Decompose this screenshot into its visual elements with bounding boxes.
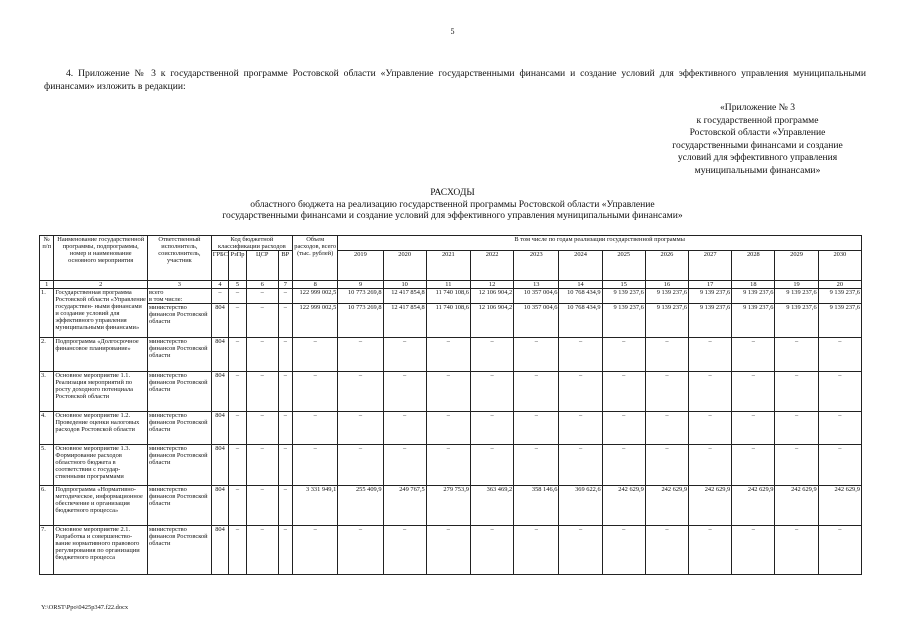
- header-volume: Объем расходов, всего (тыс. рублей): [293, 236, 338, 281]
- value-cell: –: [645, 338, 688, 372]
- appendix-line: к государственной программе: [696, 114, 819, 126]
- value-cell: –: [732, 412, 775, 445]
- value-cell: –: [293, 526, 338, 575]
- code-cell: –: [229, 372, 246, 412]
- header-year: 2020: [383, 251, 426, 281]
- column-number: 20: [818, 281, 861, 289]
- header-year: 2024: [559, 251, 602, 281]
- value-cell: –: [645, 445, 688, 486]
- row-name: Основное мероприятие 1.3. Формирование расходов областного бюджета в соответствии с государ- ственными программами: [54, 445, 148, 486]
- value-cell: 12 417 854,8: [383, 304, 426, 338]
- column-number: 5: [229, 281, 246, 289]
- row-executor: [148, 289, 212, 304]
- appendix-block: [650, 102, 865, 177]
- code-cell: –: [246, 338, 278, 372]
- value-cell: –: [818, 372, 861, 412]
- table-title: [0, 187, 905, 222]
- value-cell: 11 740 108,6: [426, 289, 470, 304]
- title-line: областного бюджета на реализацию государственной программы Ростовской области «Управление: [250, 198, 655, 210]
- row-name: Основное мероприятие 1.2. Проведение оценки налоговых расходов Ростовской области: [54, 412, 148, 445]
- value-cell: –: [732, 338, 775, 372]
- value-cell: –: [818, 445, 861, 486]
- code-cell: 804: [211, 372, 228, 412]
- code-cell: –: [229, 486, 246, 526]
- expenses-table: [39, 235, 862, 575]
- value-cell: –: [559, 526, 602, 575]
- value-cell: –: [338, 445, 383, 486]
- value-cell: –: [602, 445, 645, 486]
- header-rzpr: РзПр: [229, 251, 246, 281]
- table-row: [40, 338, 862, 372]
- code-cell: –: [246, 445, 278, 486]
- value-cell: –: [338, 338, 383, 372]
- value-cell: 363 469,2: [470, 486, 513, 526]
- value-cell: –: [293, 338, 338, 372]
- table-row: [40, 412, 862, 445]
- row-executor: министерство финансов Ростовской области: [148, 412, 212, 445]
- value-cell: –: [645, 412, 688, 445]
- value-cell: –: [470, 445, 513, 486]
- value-cell: 9 139 237,6: [602, 304, 645, 338]
- value-cell: –: [338, 526, 383, 575]
- value-cell: 9 139 237,6: [645, 304, 688, 338]
- value-cell: –: [426, 372, 470, 412]
- value-cell: –: [514, 338, 559, 372]
- column-number: 8: [293, 281, 338, 289]
- value-cell: 9 139 237,6: [775, 289, 818, 304]
- row-executor: министерство финансов Ростовской области: [148, 445, 212, 486]
- code-cell: –: [229, 304, 246, 338]
- value-cell: –: [559, 445, 602, 486]
- code-cell: –: [278, 445, 292, 486]
- column-number: 10: [383, 281, 426, 289]
- row-executor: министерство финансов Ростовской области: [148, 526, 212, 575]
- table-row: [40, 445, 862, 486]
- value-cell: –: [470, 412, 513, 445]
- value-cell: 9 139 237,6: [689, 304, 732, 338]
- column-number: 12: [470, 281, 513, 289]
- value-cell: 9 139 237,6: [732, 304, 775, 338]
- header-year: 2026: [645, 251, 688, 281]
- row-num: 2.: [40, 338, 54, 372]
- value-cell: –: [383, 338, 426, 372]
- header-code-group: Код бюджетной классификации расходов: [211, 236, 292, 251]
- value-cell: 10 768 434,9: [559, 304, 602, 338]
- column-number: 16: [645, 281, 688, 289]
- row-name: Подпрограмма «Долгосрочное финансовое планирование»: [54, 338, 148, 372]
- value-cell: –: [689, 372, 732, 412]
- file-path-footer: Y:\ORST\Ppo\0425p347.f22.docx: [41, 604, 129, 611]
- value-cell: 242 629,9: [775, 486, 818, 526]
- value-cell: –: [645, 372, 688, 412]
- row-name: Государственная программа Ростовской области «Управление государствен- ными финансами и создание условий для эффективного управления муниципальными финансами»: [54, 289, 148, 338]
- executor-text: всего: [149, 289, 164, 296]
- header-year: 2021: [426, 251, 470, 281]
- value-cell: –: [775, 412, 818, 445]
- code-cell: 804: [211, 486, 228, 526]
- value-cell: 242 629,9: [818, 486, 861, 526]
- value-cell: 3 331 949,1: [293, 486, 338, 526]
- row-num: 1.: [40, 289, 54, 338]
- page-number: 5: [450, 27, 455, 36]
- row-executor: министерство финансов Ростовской области: [148, 338, 212, 372]
- value-cell: 242 629,9: [689, 486, 732, 526]
- value-cell: –: [732, 372, 775, 412]
- code-cell: –: [211, 289, 228, 304]
- table-row: [40, 289, 862, 304]
- value-cell: 122 999 002,5: [293, 289, 338, 304]
- header-year: 2025: [602, 251, 645, 281]
- value-cell: 242 629,9: [645, 486, 688, 526]
- value-cell: –: [602, 372, 645, 412]
- value-cell: –: [383, 372, 426, 412]
- column-number: 3: [148, 281, 212, 289]
- code-cell: –: [229, 338, 246, 372]
- row-num: 3.: [40, 372, 54, 412]
- code-cell: –: [278, 526, 292, 575]
- value-cell: –: [383, 526, 426, 575]
- value-cell: –: [602, 338, 645, 372]
- value-cell: 9 139 237,6: [645, 289, 688, 304]
- column-number: 13: [514, 281, 559, 289]
- value-cell: –: [559, 338, 602, 372]
- value-cell: 9 139 237,6: [689, 289, 732, 304]
- value-cell: –: [602, 526, 645, 575]
- code-cell: –: [278, 338, 292, 372]
- column-number: 2: [54, 281, 148, 289]
- value-cell: 9 139 237,6: [775, 304, 818, 338]
- code-cell: –: [278, 304, 292, 338]
- header-executor: Ответственный исполнитель, соисполнитель, участник: [148, 236, 212, 281]
- value-cell: –: [689, 526, 732, 575]
- header-num: № п/п: [40, 236, 54, 281]
- title-heading: РАСХОДЫ: [430, 187, 475, 198]
- value-cell: –: [293, 372, 338, 412]
- value-cell: –: [514, 445, 559, 486]
- value-cell: 12 417 854,8: [383, 289, 426, 304]
- value-cell: 9 139 237,6: [602, 289, 645, 304]
- appendix-line: условий для эффективного управления: [677, 152, 838, 163]
- value-cell: –: [689, 338, 732, 372]
- value-cell: –: [775, 338, 818, 372]
- value-cell: –: [689, 445, 732, 486]
- value-cell: –: [818, 412, 861, 445]
- value-cell: –: [514, 372, 559, 412]
- column-number: 18: [732, 281, 775, 289]
- header-year: 2029: [775, 251, 818, 281]
- header-csr: ЦСР: [246, 251, 278, 281]
- value-cell: –: [775, 372, 818, 412]
- code-cell: –: [278, 372, 292, 412]
- value-cell: 242 629,9: [732, 486, 775, 526]
- row-num: 6.: [40, 486, 54, 526]
- value-cell: 249 767,5: [383, 486, 426, 526]
- value-cell: 10 768 434,9: [559, 289, 602, 304]
- value-cell: –: [293, 445, 338, 486]
- value-cell: 9 139 237,6: [818, 304, 861, 338]
- column-number: 19: [775, 281, 818, 289]
- value-cell: –: [818, 338, 861, 372]
- value-cell: 9 139 237,6: [732, 289, 775, 304]
- header-year: 2027: [689, 251, 732, 281]
- code-cell: –: [229, 445, 246, 486]
- value-cell: 255 409,9: [338, 486, 383, 526]
- header-year: 2023: [514, 251, 559, 281]
- code-cell: –: [229, 289, 246, 304]
- value-cell: –: [645, 526, 688, 575]
- table-row: [40, 486, 862, 526]
- code-cell: –: [229, 526, 246, 575]
- header-year: 2019: [338, 251, 383, 281]
- column-number: 17: [689, 281, 732, 289]
- column-number: 1: [40, 281, 54, 289]
- value-cell: –: [559, 412, 602, 445]
- code-cell: 804: [211, 412, 228, 445]
- value-cell: –: [559, 372, 602, 412]
- value-cell: –: [602, 412, 645, 445]
- code-cell: 804: [211, 338, 228, 372]
- value-cell: –: [426, 526, 470, 575]
- appendix-line: муниципальными финансами»: [694, 164, 821, 176]
- code-cell: –: [246, 486, 278, 526]
- code-cell: –: [278, 412, 292, 445]
- value-cell: 369 622,6: [559, 486, 602, 526]
- value-cell: –: [775, 526, 818, 575]
- code-cell: –: [246, 289, 278, 304]
- row-num: 4.: [40, 412, 54, 445]
- value-cell: –: [732, 445, 775, 486]
- header-grbs: ГРБС: [211, 251, 228, 281]
- column-number: 15: [602, 281, 645, 289]
- value-cell: 12 106 904,2: [470, 289, 513, 304]
- value-cell: 11 740 108,6: [426, 304, 470, 338]
- value-cell: 10 357 004,6: [514, 304, 559, 338]
- row-name: Основное мероприятие 2.1. Разработка и совершенство- вание нормативного правового регулирования по организации бюджетного процесса: [54, 526, 148, 575]
- code-cell: –: [246, 412, 278, 445]
- column-number-row: [40, 281, 862, 289]
- value-cell: –: [470, 338, 513, 372]
- column-number: 6: [246, 281, 278, 289]
- row-executor: министерство финансов Ростовской области: [148, 372, 212, 412]
- value-cell: –: [775, 445, 818, 486]
- amendment-paragraph: 4. Приложение № 3 к государственной программе Ростовской области «Управление государственными финансами и создание условий для эффективного управления муниципальными финансами» изложить в редакции:: [44, 68, 866, 92]
- code-cell: –: [229, 412, 246, 445]
- column-number: 11: [426, 281, 470, 289]
- code-cell: –: [246, 372, 278, 412]
- column-number: 4: [211, 281, 228, 289]
- value-cell: –: [383, 412, 426, 445]
- value-cell: 12 106 904,2: [470, 304, 513, 338]
- header-years-group: В том числе по годам реализации государственной программы: [338, 236, 862, 251]
- code-cell: 804: [211, 526, 228, 575]
- column-number: 14: [559, 281, 602, 289]
- row-name: Основное мероприятие 1.1. Реализация мероприятий по росту доходного потенциала Ростовской области: [54, 372, 148, 412]
- value-cell: 242 629,9: [602, 486, 645, 526]
- value-cell: –: [293, 412, 338, 445]
- value-cell: –: [818, 526, 861, 575]
- value-cell: 9 139 237,6: [818, 289, 861, 304]
- row-num: 5.: [40, 445, 54, 486]
- code-cell: –: [246, 304, 278, 338]
- value-cell: –: [689, 412, 732, 445]
- row-executor: министерство финансов Ростовской области: [148, 304, 212, 338]
- row-num: 7.: [40, 526, 54, 575]
- appendix-line: «Приложение № 3: [719, 102, 796, 113]
- code-cell: 804: [211, 304, 228, 338]
- value-cell: –: [732, 526, 775, 575]
- value-cell: –: [383, 445, 426, 486]
- table-row: [40, 304, 862, 338]
- value-cell: 10 773 269,8: [338, 304, 383, 338]
- row-executor: министерство финансов Ростовской области: [148, 486, 212, 526]
- value-cell: 358 146,6: [514, 486, 559, 526]
- value-cell: –: [470, 526, 513, 575]
- value-cell: –: [470, 372, 513, 412]
- header-year: 2030: [818, 251, 861, 281]
- header-name: Наименование государственной программы, подпрограммы, номер и наименование основного мероприятия: [54, 236, 148, 281]
- value-cell: –: [426, 338, 470, 372]
- value-cell: –: [338, 412, 383, 445]
- table-row: [40, 526, 862, 575]
- appendix-line: Ростовской области «Управление: [689, 127, 826, 138]
- value-cell: –: [514, 526, 559, 575]
- value-cell: –: [426, 445, 470, 486]
- row-name: Подпрограмма «Нормативно-методическое, информационное обеспечение и организация бюджетного процесса»: [54, 486, 148, 526]
- value-cell: 122 999 002,5: [293, 304, 338, 338]
- column-number: 7: [278, 281, 292, 289]
- code-cell: –: [278, 486, 292, 526]
- value-cell: 279 753,9: [426, 486, 470, 526]
- executor-text: в том числе:: [149, 296, 183, 303]
- appendix-line: государственными финансами и создание: [672, 139, 843, 151]
- code-cell: –: [278, 289, 292, 304]
- table-row: [40, 372, 862, 412]
- value-cell: 10 357 004,6: [514, 289, 559, 304]
- title-line: государственными финансами и создание условий для эффективного управления муниципальными финансами»: [222, 210, 683, 221]
- value-cell: –: [338, 372, 383, 412]
- value-cell: –: [514, 412, 559, 445]
- column-number: 9: [338, 281, 383, 289]
- code-cell: –: [246, 526, 278, 575]
- code-cell: 804: [211, 445, 228, 486]
- value-cell: –: [426, 412, 470, 445]
- header-year: 2028: [732, 251, 775, 281]
- header-year: 2022: [470, 251, 513, 281]
- header-vr: ВР: [278, 251, 292, 281]
- value-cell: 10 773 269,8: [338, 289, 383, 304]
